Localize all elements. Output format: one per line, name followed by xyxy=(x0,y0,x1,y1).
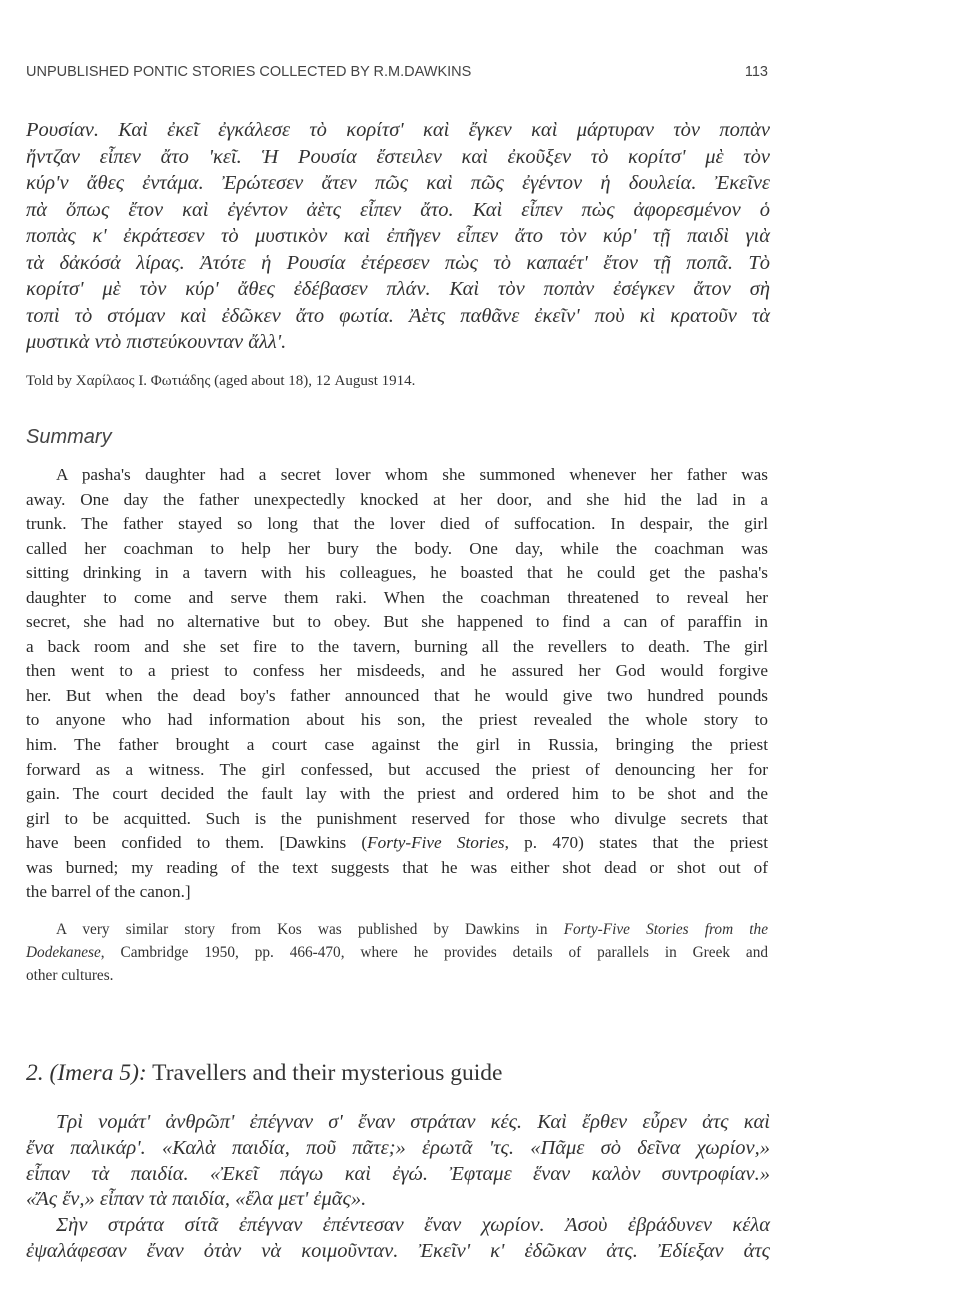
note-book-title-cont: Dodekanese xyxy=(26,944,101,961)
greek-line: ἔνα παλικάρ'. «Καλὰ παιδία, ποῦ πᾶτε;» ἐρωτᾶ 'τς. «Πᾶμε σὸ δεῖνα χωρίον,» xyxy=(26,1136,770,1159)
greek-line: κορίτσ' μὲ τὸν κύρ' ἄθες ἐδέβασεν πλάν. Καὶ τὸν ποπὰν ἐσέγκεν ἄτον σὴ xyxy=(26,278,770,300)
summary-line: trunk. The father stayed so long that the lover died of suffocation. In despair, the girl xyxy=(26,514,768,534)
summary-line: to anyone who had information about his son, the priest revealed the whole story to xyxy=(26,710,768,730)
note-line-start: A very similar story from Kos was published by Dawkins in xyxy=(56,921,564,938)
summary-line: A pasha's daughter had a secret lover whom she summoned whenever her father was xyxy=(56,465,768,484)
greek-line: ἤντζαν εἶπεν ἄτο 'κεῖ. Ἡ Ρουσία ἔστειλεν καὶ ἐκοῦξεν τὸ κορίτσ' μὲ τὸν xyxy=(26,145,770,168)
page-number: 113 xyxy=(744,64,768,80)
summary-line: sitting drinking in a tavern with his colleagues, he boasted that he could get the pasha's xyxy=(26,563,768,583)
section-label: 2. (Imera 5): xyxy=(26,1060,147,1086)
summary-line: was burned; my reading of the text suggests that he was either shot dead or shot out of xyxy=(26,857,768,877)
summary-line: girl to be acquitted. Such is the punishment reserved for those who divulge secrets that xyxy=(26,808,768,828)
greek-line: πὰ ὅπως ἔτον καὶ ἐγέντον ἀὲτς εἶπεν ἄτο. Καὶ εἶπεν πὼς ἀφορεσμένον ὁ xyxy=(26,198,770,221)
summary-line: her. But when the dead boy's father announced that he would give two hundred pounds xyxy=(26,685,768,705)
greek-text-block-2 xyxy=(26,1110,770,1265)
summary-line-with-citation xyxy=(26,831,768,856)
section-heading xyxy=(26,1060,502,1087)
note-line-tail: , Cambridge 1950, pp. 466-470, where he provides details of parallels in Greek and xyxy=(100,944,768,961)
citation-book-title: Forty-Five Stories xyxy=(367,833,505,853)
summary-line: a back room and she set fire to the tavern, burning all the revellers to death. The girl xyxy=(26,636,768,656)
greek-line: Ρουσίαν. Καὶ ἐκεῖ ἐγκάλεσε τὸ κορίτσ' καὶ ἔγκεν καὶ μάρτυραν τὸν ποπὰν xyxy=(26,119,770,141)
summary-line: him. The father brought a court case against the girl in Russia, bringing the priest xyxy=(26,735,768,755)
summary-line: then went to a priest to confess her misdeeds, and he assured her God would forgive xyxy=(26,661,768,681)
summary-line: gain. The court decided the fault lay with the priest and ordered him to be shot and the xyxy=(26,784,768,804)
greek-line: Τρὶ νομάτ' ἀνθρῶπ' ἐπέγναν σ' ἔναν στράταν κές. Καὶ ἔρθεν εὖρεν ἀτς καὶ xyxy=(56,1111,770,1133)
running-title: UNPUBLISHED PONTIC STORIES COLLECTED BY R.M.DAWKINS xyxy=(26,64,472,80)
running-header xyxy=(26,64,768,80)
note-line xyxy=(26,918,768,941)
greek-line: Σὴν στράτα σίτᾶ ἐπέγναν ἐπέντεσαν ἔναν χωρίον. Ἀσοὺ ἐβράδυνεν κέλα xyxy=(56,1214,770,1237)
greek-line: εἶπαν τὰ παιδία. «Ἐκεῖ πάγω καὶ ἐγώ. Ἐφταμε ἕναν καλὸν συντροφίαν.» xyxy=(26,1162,770,1185)
parallel-note xyxy=(26,918,768,987)
summary-paragraph xyxy=(26,463,768,905)
summary-line: called her coachman to help her bury the body. One day, while the coachman was xyxy=(26,538,768,558)
summary-line-end: , p. 470) states that the priest xyxy=(504,833,768,853)
note-line: other cultures. xyxy=(26,967,114,984)
summary-line: forward as a witness. The girl confessed, but accused the priest of denouncing her for xyxy=(26,759,768,779)
note-line xyxy=(26,941,768,964)
greek-line: ποπὰς κ' ἐκράτεσεν τὸ μυστικὸν καὶ ἐπῆγεν εἶπεν ἄτο τὸν κύρ' τῇ παιδὶ γιὰ xyxy=(26,225,770,247)
note-book-title: Forty-Five Stories from the xyxy=(563,921,768,938)
summary-line-start: have been confided to them. [Dawkins ( xyxy=(26,833,368,853)
teller-attribution: Told by Χαρίλαος Ι. Φωτιάδης (aged about 18), 12 August 1914. xyxy=(26,373,416,389)
greek-line: κύρ'ν ἄθες ἐντάμα. Ἐρώτεσεν ἄτεν πῶς καὶ πῶς ἐγέντον ἡ δουλεία. Ἐκεῖνε xyxy=(26,172,770,194)
greek-line: τοπὶ τὸ στόμαν καὶ ἐδῶκεν ἄτο φωτία. Ἀὲτς παθᾶνε ἐκεῖν' ποὺ κὶ κρατοῦν τὰ xyxy=(26,304,770,327)
summary-line: the barrel of the canon.] xyxy=(26,882,191,902)
greek-line: «Ἄς ἔν,» εἶπαν τὰ παιδία, «ἔλα μετ' ἐμᾶς». xyxy=(26,1188,367,1211)
greek-text-block-1 xyxy=(26,117,770,356)
greek-line: ἐψαλάφεσαν ἔναν ὀτὰν νὰ κοιμοῦνταν. Ἐκεῖν' κ' ἐδῶκαν ἀτς. Ἐδίεξαν ἀτς xyxy=(26,1239,770,1262)
summary-heading: Summary xyxy=(26,426,112,448)
greek-line: μυστικὰ ντὸ πιστεύκουνταν ἄλλ'. xyxy=(26,331,287,353)
greek-line: τὰ δἀκόσἀ λίρας. Ἀτότε ἡ Ρουσία ἐτέρεσεν πὼς τὸ καπαέτ' ἔτον τῇ ποπᾶ. Τὸ xyxy=(26,251,770,274)
section-title-text: Travellers and their mysterious guide xyxy=(146,1060,503,1086)
summary-line: away. One day the father unexpectedly knocked at her door, and she hid the lad in a xyxy=(26,489,768,509)
summary-line: daughter to come and serve them raki. When the coachman threatened to reveal her xyxy=(26,587,768,607)
summary-line: secret, she had no alternative but to obey. But she happened to find a can of paraffin in xyxy=(26,612,768,632)
